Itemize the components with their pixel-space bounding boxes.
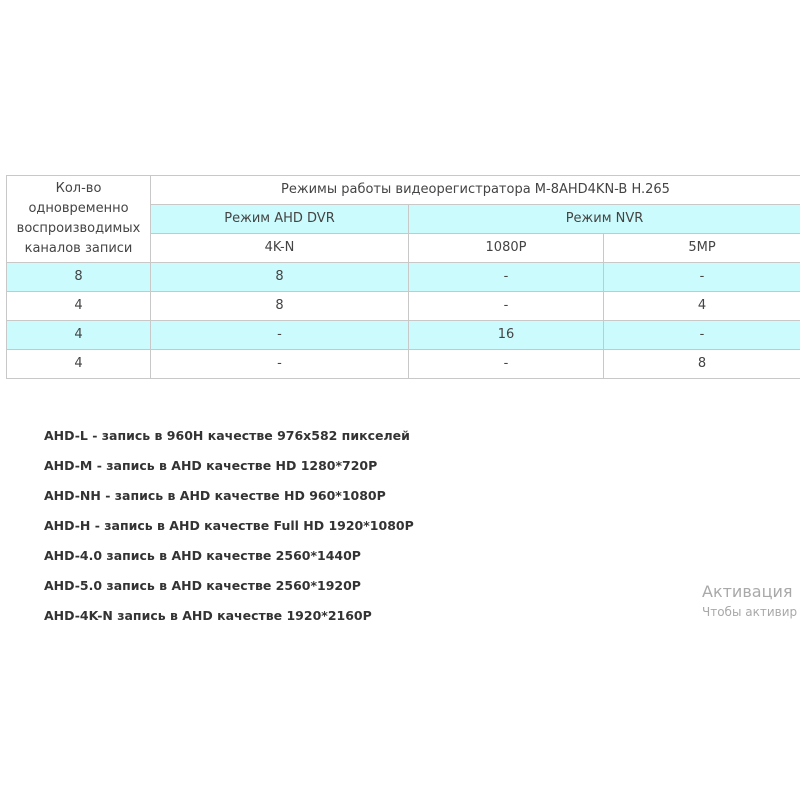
list-item: AHD-L - запись в 960H качестве 976x582 пикселей xyxy=(44,428,410,443)
count-cell: 4 xyxy=(7,321,151,350)
nvr-group-header: Режим NVR xyxy=(409,205,800,234)
nvr-1080p-cell: - xyxy=(409,263,604,292)
list-item: AHD-5.0 запись в AHD качестве 2560*1920P xyxy=(44,578,361,593)
modes-table xyxy=(6,175,800,379)
table-row xyxy=(7,263,800,292)
col-5mp-header: 5MP xyxy=(604,234,800,263)
ahd-4kn-cell: 8 xyxy=(151,292,409,321)
list-item: AHD-NH - запись в AHD качестве HD 960*1080P xyxy=(44,488,386,503)
count-cell: 4 xyxy=(7,292,151,321)
table-row xyxy=(7,350,800,379)
recording-modes-list xyxy=(44,425,414,635)
ahd-4kn-cell: - xyxy=(151,350,409,379)
count-header-cell: Кол-во одновременно воспроизводимых каналов записи xyxy=(7,176,151,263)
nvr-5mp-cell: - xyxy=(604,263,800,292)
list-item: AHD-H - запись в AHD качестве Full HD 1920*1080P xyxy=(44,518,414,533)
ahd-4kn-cell: - xyxy=(151,321,409,350)
watermark-subtitle: Чтобы активир xyxy=(702,605,798,619)
nvr-1080p-cell: - xyxy=(409,350,604,379)
nvr-5mp-cell: - xyxy=(604,321,800,350)
nvr-5mp-cell: 8 xyxy=(604,350,800,379)
list-item: AHD-4K-N запись в AHD качестве 1920*2160P xyxy=(44,608,372,623)
table-title-row xyxy=(7,176,800,205)
list-item: AHD-4.0 запись в AHD качестве 2560*1440P xyxy=(44,548,361,563)
nvr-5mp-cell: 4 xyxy=(604,292,800,321)
col-1080p-header: 1080P xyxy=(409,234,604,263)
table-row xyxy=(7,321,800,350)
col-4kn-header: 4K-N xyxy=(151,234,409,263)
count-cell: 8 xyxy=(7,263,151,292)
count-cell: 4 xyxy=(7,350,151,379)
list-item: AHD-M - запись в AHD качестве HD 1280*720P xyxy=(44,458,378,473)
watermark-title: Активация xyxy=(702,582,793,601)
nvr-1080p-cell: 16 xyxy=(409,321,604,350)
nvr-1080p-cell: - xyxy=(409,292,604,321)
table-row xyxy=(7,292,800,321)
table-title-cell: Режимы работы видеорегистратора M-8AHD4KN-B H.265 xyxy=(151,176,800,205)
windows-activation-watermark xyxy=(702,581,800,621)
ahd-dvr-group-header: Режим AHD DVR xyxy=(151,205,409,234)
ahd-4kn-cell: 8 xyxy=(151,263,409,292)
